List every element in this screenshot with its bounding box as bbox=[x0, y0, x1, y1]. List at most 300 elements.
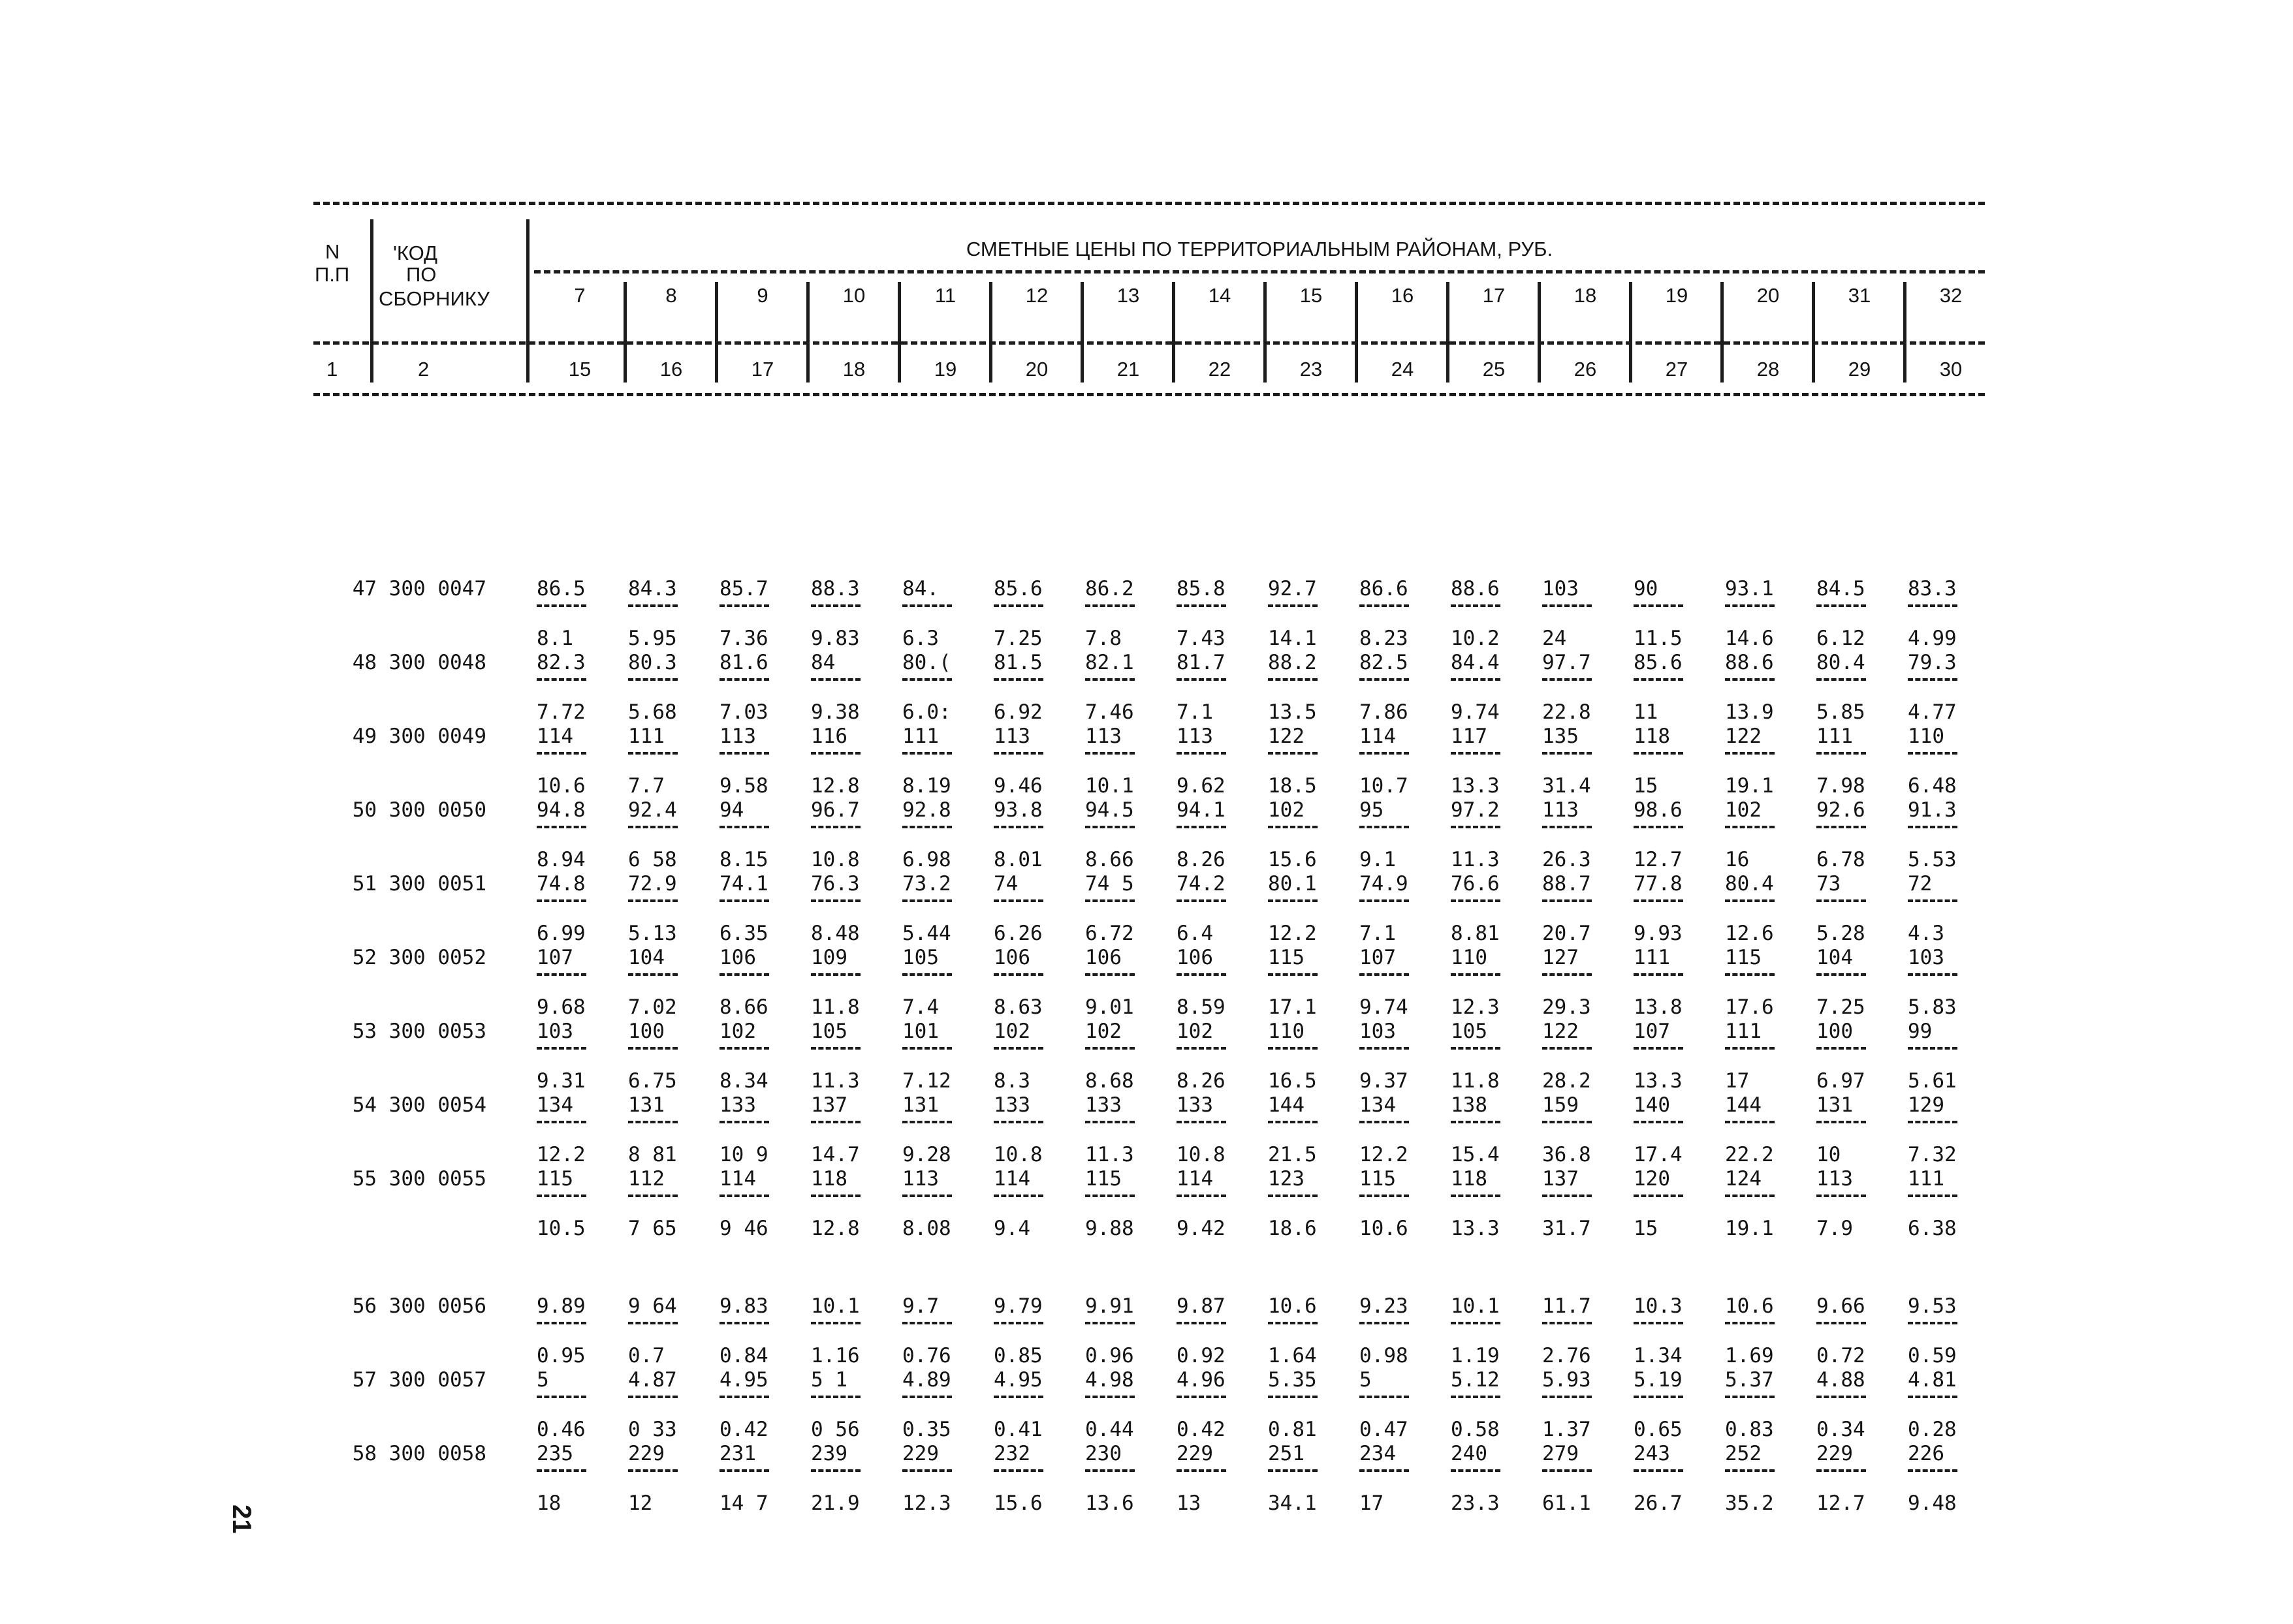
price-value: 10.7 bbox=[1359, 774, 1408, 798]
fraction-bar bbox=[1542, 1469, 1592, 1472]
price-value: 0.84 bbox=[720, 1344, 768, 1367]
price-value: 19.1 bbox=[1725, 774, 1774, 798]
price-value: 9.89 bbox=[537, 1294, 586, 1318]
price-value: 0.95 bbox=[537, 1344, 586, 1367]
price-value: 103 bbox=[1359, 1020, 1396, 1043]
fraction-bar bbox=[994, 1121, 1043, 1123]
row-label: 47 300 0047 bbox=[352, 577, 486, 601]
price-value: 26.7 bbox=[1634, 1491, 1683, 1515]
fraction-bar bbox=[628, 1396, 678, 1398]
fraction-bar bbox=[1725, 604, 1775, 607]
index-col-number: 30 bbox=[1939, 358, 1963, 381]
fraction-bar bbox=[1359, 973, 1409, 976]
fraction-bar bbox=[902, 1469, 952, 1472]
fraction-bar bbox=[1177, 973, 1226, 976]
fraction-bar bbox=[1177, 604, 1226, 607]
price-value: 14.6 bbox=[1725, 627, 1774, 650]
price-value: 9 64 bbox=[628, 1294, 677, 1318]
price-value: 35.2 bbox=[1725, 1491, 1774, 1515]
fraction-bar bbox=[537, 826, 586, 828]
price-value: 0.72 bbox=[1816, 1344, 1865, 1367]
price-value: 114 bbox=[537, 725, 573, 748]
price-value: 98.6 bbox=[1634, 798, 1683, 822]
price-value: 5.95 bbox=[628, 627, 677, 650]
fraction-bar bbox=[628, 1047, 678, 1050]
price-value: 17 bbox=[1359, 1491, 1384, 1515]
price-value: 81.7 bbox=[1177, 651, 1226, 674]
price-value: 8.1 bbox=[537, 627, 573, 650]
price-value: 102 bbox=[1725, 798, 1762, 822]
fraction-bar bbox=[720, 678, 769, 681]
price-value: 9.4 bbox=[994, 1217, 1030, 1240]
fraction-bar bbox=[1542, 1195, 1592, 1197]
fraction-bar bbox=[1177, 752, 1226, 755]
price-value: 107 bbox=[1634, 1020, 1670, 1043]
index-col-2: 2 bbox=[418, 358, 430, 381]
row-label: 56 300 0056 bbox=[352, 1294, 486, 1318]
price-value: 84.4 bbox=[1451, 651, 1500, 674]
price-value: 240 bbox=[1451, 1442, 1487, 1465]
fraction-bar bbox=[1634, 678, 1683, 681]
price-value: 6.0: bbox=[902, 700, 951, 724]
price-value: 80.( bbox=[902, 651, 951, 674]
fraction-bar bbox=[1451, 752, 1500, 755]
price-value: 100 bbox=[1816, 1020, 1853, 1043]
price-value: 131 bbox=[902, 1093, 939, 1117]
price-value: 74.2 bbox=[1177, 872, 1226, 896]
price-value: 159 bbox=[1542, 1093, 1579, 1117]
fraction-bar bbox=[1542, 1396, 1592, 1398]
price-value: 9.37 bbox=[1359, 1069, 1408, 1093]
price-value: 111 bbox=[902, 725, 939, 748]
price-value: 111 bbox=[1725, 1020, 1762, 1043]
price-value: 13.6 bbox=[1085, 1491, 1134, 1515]
price-value: 92.8 bbox=[902, 798, 951, 822]
price-value: 94.5 bbox=[1085, 798, 1134, 822]
fraction-bar bbox=[1085, 678, 1135, 681]
price-value: 113 bbox=[720, 725, 756, 748]
price-value: 114 bbox=[1177, 1167, 1213, 1191]
price-value: 10 9 bbox=[720, 1143, 768, 1166]
price-value: 6.98 bbox=[902, 848, 951, 871]
price-value: 12.2 bbox=[537, 1143, 586, 1166]
fraction-bar bbox=[1177, 899, 1226, 902]
np-header-line2: П.П bbox=[315, 263, 350, 286]
price-value: 0.34 bbox=[1816, 1418, 1865, 1441]
price-value: 1.69 bbox=[1725, 1344, 1774, 1367]
table-title: СМЕТНЫЕ ЦЕНЫ ПО ТЕРРИТОРИАЛЬНЫМ РАЙОНАМ, РУБ. bbox=[966, 238, 1553, 260]
kod-header-line1: 'КОД bbox=[393, 242, 438, 264]
fraction-bar bbox=[537, 1195, 586, 1197]
price-value: 4.95 bbox=[720, 1368, 768, 1392]
price-value: 80.4 bbox=[1725, 872, 1774, 896]
price-value: 102 bbox=[1268, 798, 1305, 822]
price-value: 6.35 bbox=[720, 922, 768, 945]
price-value: 8.59 bbox=[1177, 995, 1226, 1019]
price-value: 137 bbox=[1542, 1167, 1579, 1191]
header-divider-np bbox=[370, 219, 373, 383]
price-value: 8.26 bbox=[1177, 1069, 1226, 1093]
price-value: 86.2 bbox=[1085, 577, 1134, 601]
price-value: 103 bbox=[1908, 946, 1944, 969]
index-col-number: 26 bbox=[1573, 358, 1597, 381]
fraction-bar bbox=[1816, 1396, 1866, 1398]
fraction-bar bbox=[1908, 604, 1957, 607]
price-value: 92.4 bbox=[628, 798, 677, 822]
fraction-bar bbox=[1816, 973, 1866, 976]
price-value: 21.9 bbox=[811, 1491, 860, 1515]
price-value: 114 bbox=[720, 1167, 756, 1191]
price-value: 226 bbox=[1908, 1442, 1944, 1465]
price-value: 114 bbox=[1359, 725, 1396, 748]
fraction-bar bbox=[1359, 1469, 1409, 1472]
price-value: 7.03 bbox=[720, 700, 768, 724]
fraction-bar bbox=[1908, 1047, 1957, 1050]
price-value: 8.34 bbox=[720, 1069, 768, 1093]
fraction-bar bbox=[1816, 1322, 1866, 1324]
price-value: 105 bbox=[1451, 1020, 1487, 1043]
fraction-bar bbox=[994, 1469, 1043, 1472]
fraction-bar bbox=[811, 899, 861, 902]
price-value: 84. bbox=[902, 577, 939, 601]
price-value: 79.3 bbox=[1908, 651, 1957, 674]
price-value: 118 bbox=[1634, 725, 1670, 748]
price-value: 115 bbox=[1085, 1167, 1122, 1191]
price-value: 0.96 bbox=[1085, 1344, 1134, 1367]
price-value: 6.12 bbox=[1816, 627, 1865, 650]
price-value: 9.46 bbox=[994, 774, 1043, 798]
fraction-bar bbox=[1908, 826, 1957, 828]
price-value: 114 bbox=[994, 1167, 1030, 1191]
fraction-bar bbox=[1268, 1396, 1318, 1398]
price-value: 74.8 bbox=[537, 872, 586, 896]
district-number: 7 bbox=[574, 284, 586, 307]
price-value: 5 1 bbox=[811, 1368, 847, 1392]
fraction-bar bbox=[811, 604, 861, 607]
price-value: 109 bbox=[811, 946, 847, 969]
fraction-bar bbox=[902, 604, 952, 607]
fraction-bar bbox=[1634, 1469, 1683, 1472]
np-header-line1: N bbox=[325, 240, 340, 263]
kod-header-line2: ПО bbox=[406, 263, 437, 286]
fraction-bar bbox=[1816, 899, 1866, 902]
index-col-number: 18 bbox=[842, 358, 866, 381]
district-number: 31 bbox=[1848, 284, 1871, 307]
price-value: 82.5 bbox=[1359, 651, 1408, 674]
row-label: 53 300 0053 bbox=[352, 1020, 486, 1043]
price-value: 74 5 bbox=[1085, 872, 1134, 896]
index-col-number: 24 bbox=[1391, 358, 1414, 381]
price-value: 7.98 bbox=[1816, 774, 1865, 798]
price-value: 11.3 bbox=[1085, 1143, 1134, 1166]
fraction-bar bbox=[537, 973, 586, 976]
price-value: 76.3 bbox=[811, 872, 860, 896]
fraction-bar bbox=[902, 1195, 952, 1197]
price-value: 95 bbox=[1359, 798, 1384, 822]
price-value: 90 bbox=[1634, 577, 1658, 601]
fraction-bar bbox=[1725, 1322, 1775, 1324]
fraction-bar bbox=[902, 1322, 952, 1324]
fraction-bar bbox=[1908, 973, 1957, 976]
fraction-bar bbox=[811, 1047, 861, 1050]
price-value: 6.4 bbox=[1177, 922, 1213, 945]
price-value: 73.2 bbox=[902, 872, 951, 896]
price-value: 4.3 bbox=[1908, 922, 1944, 945]
price-value: 13.3 bbox=[1634, 1069, 1683, 1093]
price-value: 92.7 bbox=[1268, 577, 1317, 601]
fraction-bar bbox=[720, 1047, 769, 1050]
price-value: 20.7 bbox=[1542, 922, 1591, 945]
price-value: 7.36 bbox=[720, 627, 768, 650]
price-value: 113 bbox=[902, 1167, 939, 1191]
price-value: 113 bbox=[1085, 725, 1122, 748]
price-value: 118 bbox=[811, 1167, 847, 1191]
price-value: 106 bbox=[1085, 946, 1122, 969]
price-value: 6 58 bbox=[628, 848, 677, 871]
price-value: 6.78 bbox=[1816, 848, 1865, 871]
header-sub-rule bbox=[313, 341, 1985, 345]
price-value: 102 bbox=[994, 1020, 1030, 1043]
price-value: 9.38 bbox=[811, 700, 860, 724]
fraction-bar bbox=[628, 826, 678, 828]
price-value: 7.1 bbox=[1177, 700, 1213, 724]
price-value: 4.77 bbox=[1908, 700, 1957, 724]
fraction-bar bbox=[537, 1469, 586, 1472]
price-value: 21.5 bbox=[1268, 1143, 1317, 1166]
price-value: 82.3 bbox=[537, 651, 586, 674]
district-number: 15 bbox=[1299, 284, 1323, 307]
price-value: 4.99 bbox=[1908, 627, 1957, 650]
kod-header-line3: СБОРНИКУ bbox=[379, 287, 490, 310]
index-col-number: 21 bbox=[1116, 358, 1140, 381]
fraction-bar bbox=[1542, 752, 1592, 755]
price-value: 11.3 bbox=[811, 1069, 860, 1093]
price-value: 7.1 bbox=[1359, 922, 1396, 945]
price-value: 77.8 bbox=[1634, 872, 1683, 896]
index-col-number: 29 bbox=[1848, 358, 1871, 381]
price-value: 1.64 bbox=[1268, 1344, 1317, 1367]
price-value: 7.46 bbox=[1085, 700, 1134, 724]
fraction-bar bbox=[537, 1396, 586, 1398]
price-value: 1.37 bbox=[1542, 1418, 1591, 1441]
price-value: 117 bbox=[1451, 725, 1487, 748]
fraction-bar bbox=[537, 604, 586, 607]
price-value: 16 bbox=[1725, 848, 1750, 871]
index-col-number: 28 bbox=[1756, 358, 1780, 381]
price-value: 7.4 bbox=[902, 995, 939, 1019]
district-number: 19 bbox=[1665, 284, 1688, 307]
fraction-bar bbox=[1908, 1322, 1957, 1324]
fraction-bar bbox=[811, 1469, 861, 1472]
fraction-bar bbox=[720, 826, 769, 828]
fraction-bar bbox=[720, 604, 769, 607]
price-value: 6.75 bbox=[628, 1069, 677, 1093]
price-value: 29.3 bbox=[1542, 995, 1591, 1019]
page-number: 21 bbox=[227, 1505, 256, 1534]
fraction-bar bbox=[1451, 1469, 1500, 1472]
fraction-bar bbox=[902, 752, 952, 755]
price-value: 85.6 bbox=[994, 577, 1043, 601]
fraction-bar bbox=[1268, 604, 1318, 607]
price-value: 0.81 bbox=[1268, 1418, 1317, 1441]
price-value: 115 bbox=[537, 1167, 573, 1191]
fraction-bar bbox=[628, 1469, 678, 1472]
price-value: 124 bbox=[1725, 1167, 1762, 1191]
price-value: 10.2 bbox=[1451, 627, 1500, 650]
fraction-bar bbox=[537, 899, 586, 902]
fraction-bar bbox=[811, 973, 861, 976]
price-value: 9.74 bbox=[1359, 995, 1408, 1019]
price-value: 85.7 bbox=[720, 577, 768, 601]
price-value: 82.1 bbox=[1085, 651, 1134, 674]
price-value: 137 bbox=[811, 1093, 847, 1117]
price-value: 12.8 bbox=[811, 1217, 860, 1240]
price-value: 80.3 bbox=[628, 651, 677, 674]
price-value: 106 bbox=[720, 946, 756, 969]
fraction-bar bbox=[1268, 1121, 1318, 1123]
price-value: 93.1 bbox=[1725, 577, 1774, 601]
price-value: 9.31 bbox=[537, 1069, 586, 1093]
price-value: 106 bbox=[994, 946, 1030, 969]
price-value: 8.48 bbox=[811, 922, 860, 945]
fraction-bar bbox=[628, 678, 678, 681]
price-value: 81.6 bbox=[720, 651, 768, 674]
price-value: 6.72 bbox=[1085, 922, 1134, 945]
row-label: 48 300 0048 bbox=[352, 651, 486, 674]
price-value: 6.99 bbox=[537, 922, 586, 945]
price-value: 122 bbox=[1725, 725, 1762, 748]
fraction-bar bbox=[1177, 826, 1226, 828]
price-value: 4.98 bbox=[1085, 1368, 1134, 1392]
price-value: 144 bbox=[1725, 1093, 1762, 1117]
price-value: 229 bbox=[1816, 1442, 1853, 1465]
price-value: 6.38 bbox=[1908, 1217, 1957, 1240]
fraction-bar bbox=[1634, 604, 1683, 607]
price-value: 11.8 bbox=[1451, 1069, 1500, 1093]
price-value: 84 bbox=[811, 651, 836, 674]
price-value: 5.12 bbox=[1451, 1368, 1500, 1392]
price-value: 6.26 bbox=[994, 922, 1043, 945]
row-label: 58 300 0058 bbox=[352, 1442, 486, 1465]
price-value: 7.7 bbox=[628, 774, 665, 798]
district-number: 10 bbox=[842, 284, 866, 307]
fraction-bar bbox=[1725, 1195, 1775, 1197]
index-col-number: 27 bbox=[1665, 358, 1688, 381]
price-value: 97.2 bbox=[1451, 798, 1500, 822]
price-value: 5.37 bbox=[1725, 1368, 1774, 1392]
price-value: 10.1 bbox=[1451, 1294, 1500, 1318]
fraction-bar bbox=[1177, 1469, 1226, 1472]
price-value: 100 bbox=[628, 1020, 665, 1043]
price-value: 22.2 bbox=[1725, 1143, 1774, 1166]
price-value: 84.3 bbox=[628, 577, 677, 601]
district-number: 18 bbox=[1573, 284, 1597, 307]
fraction-bar bbox=[1725, 678, 1775, 681]
fraction-bar bbox=[902, 826, 952, 828]
fraction-bar bbox=[902, 1047, 952, 1050]
price-value: 7.86 bbox=[1359, 700, 1408, 724]
index-col-number: 17 bbox=[751, 358, 774, 381]
price-value: 127 bbox=[1542, 946, 1579, 969]
price-value: 15 bbox=[1634, 774, 1658, 798]
price-value: 12 bbox=[628, 1491, 653, 1515]
fraction-bar bbox=[628, 604, 678, 607]
price-value: 12.8 bbox=[811, 774, 860, 798]
price-value: 1.34 bbox=[1634, 1344, 1683, 1367]
fraction-bar bbox=[1634, 973, 1683, 976]
fraction-bar bbox=[1268, 826, 1318, 828]
fraction-bar bbox=[1359, 604, 1409, 607]
price-value: 8.26 bbox=[1177, 848, 1226, 871]
price-value: 110 bbox=[1451, 946, 1487, 969]
price-value: 9.23 bbox=[1359, 1294, 1408, 1318]
price-value: 0.85 bbox=[994, 1344, 1043, 1367]
price-value: 131 bbox=[628, 1093, 665, 1117]
price-value: 106 bbox=[1177, 946, 1213, 969]
price-value: 103 bbox=[537, 1020, 573, 1043]
price-value: 0.58 bbox=[1451, 1418, 1500, 1441]
price-value: 8.63 bbox=[994, 995, 1043, 1019]
price-value: 13.9 bbox=[1725, 700, 1774, 724]
price-value: 15.6 bbox=[994, 1491, 1043, 1515]
fraction-bar bbox=[1359, 899, 1409, 902]
price-value: 6.3 bbox=[902, 627, 939, 650]
fraction-bar bbox=[720, 1469, 769, 1472]
fraction-bar bbox=[1542, 1047, 1592, 1050]
fraction-bar bbox=[1085, 1322, 1135, 1324]
price-value: 13.5 bbox=[1268, 700, 1317, 724]
price-value: 243 bbox=[1634, 1442, 1670, 1465]
price-value: 103 bbox=[1542, 577, 1579, 601]
fraction-bar bbox=[537, 1121, 586, 1123]
price-value: 1.19 bbox=[1451, 1344, 1500, 1367]
price-value: 74 bbox=[994, 872, 1019, 896]
fraction-bar bbox=[1634, 1396, 1683, 1398]
fraction-bar bbox=[1725, 1047, 1775, 1050]
district-number: 12 bbox=[1025, 284, 1049, 307]
price-value: 133 bbox=[1085, 1093, 1122, 1117]
price-value: 6.48 bbox=[1908, 774, 1957, 798]
price-value: 86.6 bbox=[1359, 577, 1408, 601]
price-value: 104 bbox=[628, 946, 665, 969]
fraction-bar bbox=[1725, 826, 1775, 828]
price-value: 19.1 bbox=[1725, 1217, 1774, 1240]
price-value: 115 bbox=[1725, 946, 1762, 969]
price-value: 0.42 bbox=[720, 1418, 768, 1441]
price-value: 279 bbox=[1542, 1442, 1579, 1465]
index-col-number: 16 bbox=[659, 358, 683, 381]
price-value: 81.5 bbox=[994, 651, 1043, 674]
fraction-bar bbox=[1908, 1121, 1957, 1123]
fraction-bar bbox=[1634, 899, 1683, 902]
price-value: 9.1 bbox=[1359, 848, 1396, 871]
price-value: 9.88 bbox=[1085, 1217, 1134, 1240]
price-value: 10.6 bbox=[537, 774, 586, 798]
fraction-bar bbox=[1177, 1322, 1226, 1324]
price-value: 9.62 bbox=[1177, 774, 1226, 798]
price-value: 10.8 bbox=[1177, 1143, 1226, 1166]
district-number: 14 bbox=[1208, 284, 1231, 307]
fraction-bar bbox=[1177, 1047, 1226, 1050]
price-value: 15 bbox=[1634, 1217, 1658, 1240]
price-value: 239 bbox=[811, 1442, 847, 1465]
fraction-bar bbox=[1908, 752, 1957, 755]
price-value: 97.7 bbox=[1542, 651, 1591, 674]
fraction-bar bbox=[811, 1195, 861, 1197]
fraction-bar bbox=[1359, 1195, 1409, 1197]
header-bottom-rule bbox=[313, 393, 1985, 396]
fraction-bar bbox=[537, 678, 586, 681]
